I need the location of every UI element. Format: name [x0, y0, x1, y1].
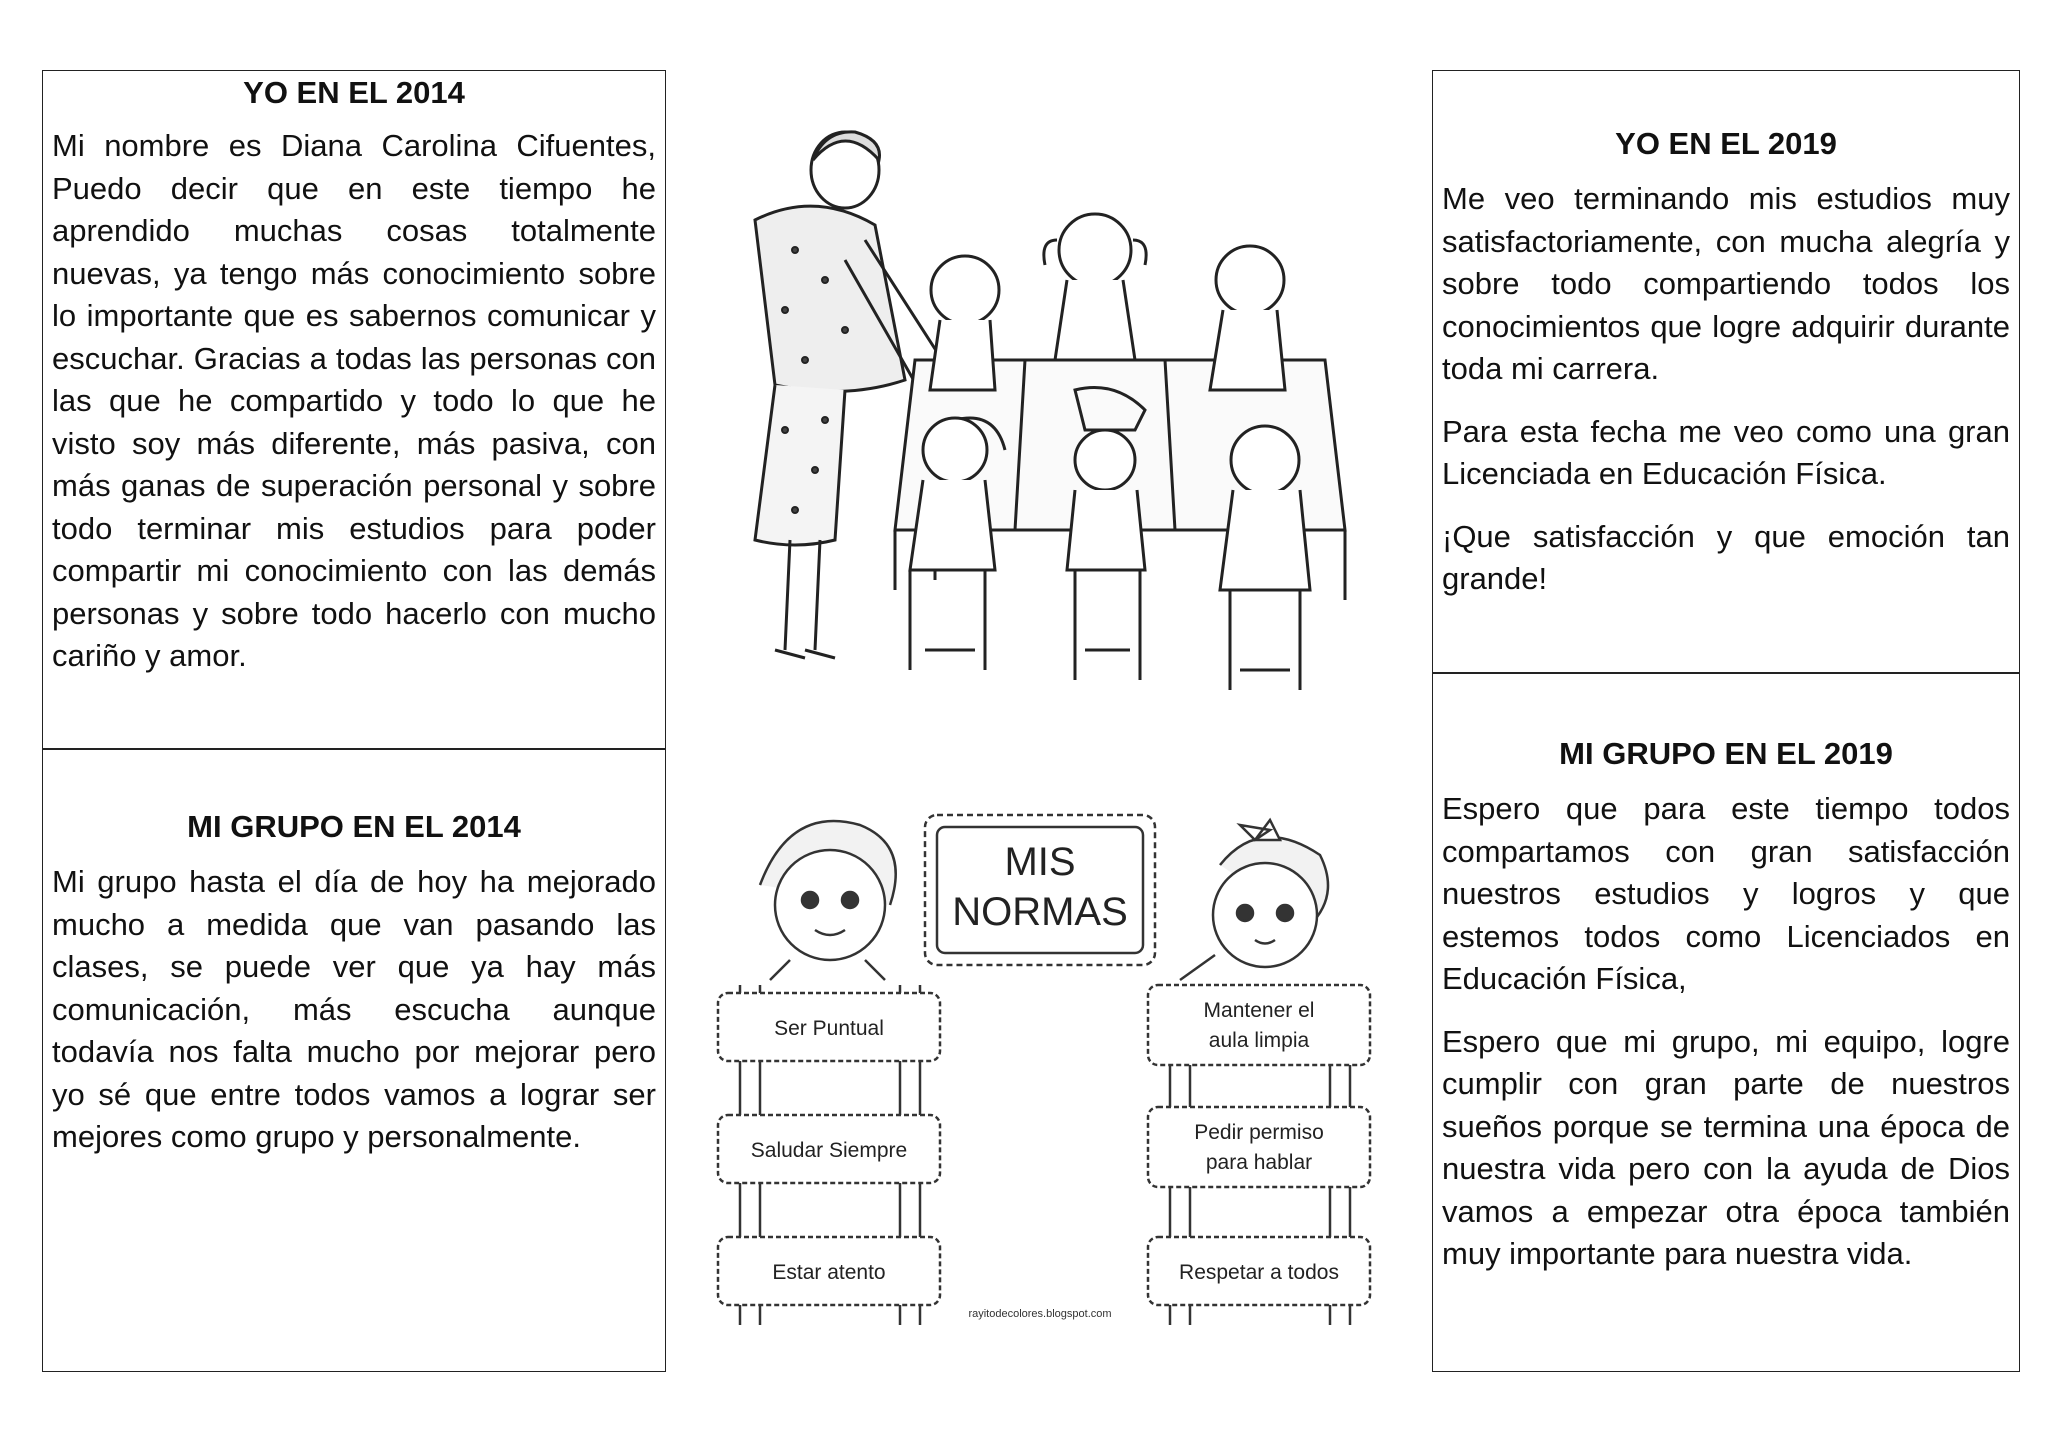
boy-figure [760, 821, 896, 980]
heading-grupo-2019: MI GRUPO EN EL 2019 [1559, 736, 1893, 771]
girl-figure [1180, 820, 1328, 980]
svg-text:Mantener el: Mantener el [1203, 999, 1315, 1022]
svg-text:aula limpia: aula limpia [1208, 1029, 1310, 1052]
box-grupo-2014 [42, 748, 666, 1372]
svg-text:Respetar a todos: Respetar a todos [1179, 1261, 1339, 1284]
text-yo-2019-p1: Me veo terminando mis estudios muy satisfactoriamente, con mucha alegría y sobre todo compartiendo todos los conocimientos que logre adquirir durante toda mi carrera. [1442, 181, 2010, 386]
sign-estar-atento [718, 1237, 940, 1305]
text-grupo-2014: Mi grupo hasta el día de hoy ha mejorado mucho a medida que van pasando las clases, se puede ver que ya hay más comunicación, más escucha aunque todavía nos falta mucho por mejorar pero yo sé que entre todos vamos a lograr ser mejores como grupo y personalmente. [52, 864, 656, 1154]
text-grupo-2019-p1: Espero que para este tiempo todos compartamos con gran satisfacción nuestros estudios y logros y que estemos todos como Licenciados en Educación Física, [1442, 791, 2010, 996]
text-yo-2019-p2: Para esta fecha me veo como una gran Licenciada en Educación Física. [1442, 413, 2010, 491]
title-normas: NORMAS [952, 890, 1128, 934]
svg-text:Pedir permiso: Pedir permiso [1194, 1121, 1324, 1144]
title-sign [925, 815, 1155, 965]
classroom-illustration [695, 130, 1395, 720]
box-yo-2019 [1432, 70, 2020, 674]
sign-ser-puntual [718, 993, 940, 1061]
text-grupo-2019-p2: Espero que mi grupo, mi equipo, logre cumplir con gran parte de nuestros sueños porque se termina una época de nuestra vida pero con la ayuda de Dios vamos a empezar otra época también muy importante para nuestra vida. [1442, 1023, 2010, 1271]
text-yo-2014: Mi nombre es Diana Carolina Cifuentes, Puedo decir que en este tiempo he aprendido muchas cosas totalmente nuevas, ya tengo más conocimiento sobre lo importante que es sabernos comunicar y escuchar. Gracias a todas las personas con las que he compartido y todo lo que he visto soy más diferente, más pasiva, con más ganas de superación personal y sobre todo terminar mis estudios para poder compartir mi conocimiento con las demás personas y sobre todo hacerlo con mucho cariño y amor. [52, 128, 656, 673]
svg-text:Estar atento: Estar atento [772, 1261, 886, 1284]
sign-pedir-permiso [1148, 1107, 1370, 1187]
mis-normas-illustration [700, 805, 1380, 1330]
title-mis: MIS [1004, 840, 1076, 884]
heading-grupo-2014: MI GRUPO EN EL 2014 [187, 809, 521, 844]
box-yo-2014 [42, 70, 666, 750]
heading-yo-2019: YO EN EL 2019 [1615, 126, 1837, 161]
children-front-row [910, 418, 1310, 690]
svg-text:Saludar Siempre: Saludar Siempre [750, 1139, 908, 1162]
heading-yo-2014: YO EN EL 2014 [243, 75, 465, 110]
svg-text:para hablar: para hablar [1205, 1151, 1313, 1174]
sign-mantener-aula-limpia [1148, 985, 1370, 1065]
sign-saludar-siempre [718, 1115, 940, 1183]
sign-respetar-a-todos [1148, 1237, 1370, 1305]
text-yo-2019-p3: ¡Que satisfacción y que emoción tan grande! [1442, 518, 2010, 596]
box-grupo-2019 [1432, 672, 2020, 1372]
svg-text:Ser Puntual: Ser Puntual [774, 1017, 884, 1040]
credit-text: rayitodecolores.blogspot.com [968, 1308, 1112, 1320]
